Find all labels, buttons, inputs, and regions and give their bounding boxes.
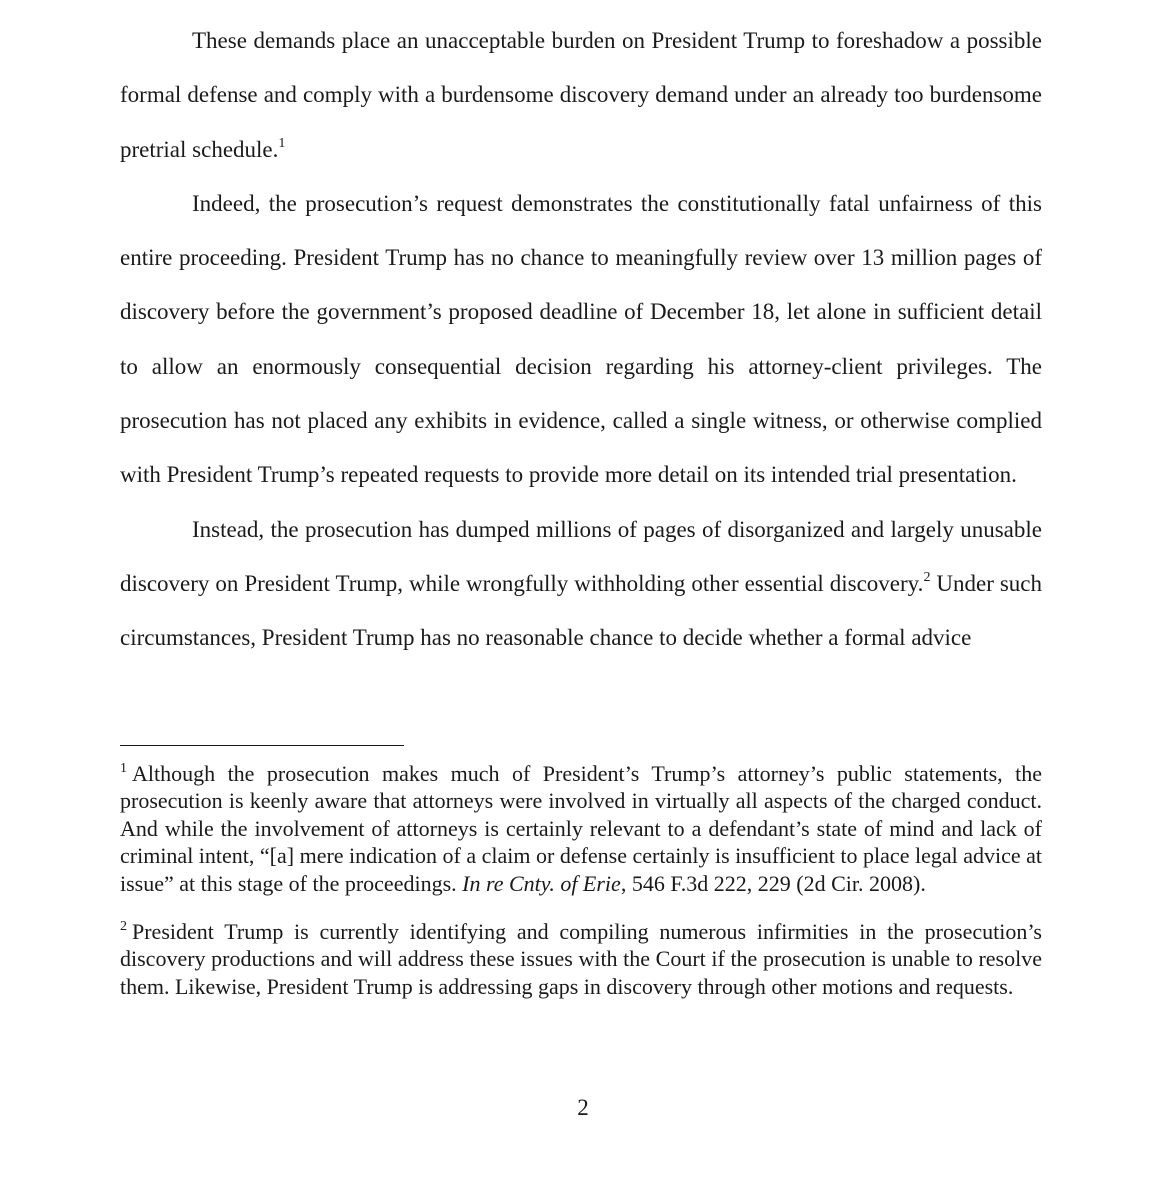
footnote-1-citation: In re Cnty. of Erie (462, 870, 621, 896)
footnote-reference-2[interactable]: 2 (923, 569, 931, 585)
paragraph-3-text: Instead, the prosecution has dumped millions of pages of disorganized and largely unusable discovery on President Trump, while wrongfully withholding other essential discovery. (120, 516, 1042, 596)
paragraph-3-text-continued: Under such circumstances, President Trump has no reasonable chance to decide whether a formal advice (120, 570, 1043, 651)
paragraph-2-text: Indeed, the prosecution’s request demonstrates the constitutionally fatal unfairness of this entire proceeding. President Trump has no chance to meaningfully review over 13 million pages of discovery before the government’s proposed deadline of December 18, let alone in sufficient detail to allow an enormously consequential decision regarding his attorney-client privileges. The prosecution has not placed any exhibits in evidence, called a single witness, or otherwise complied with President Trump’s repeated requests to provide more detail on its intended trial presentation. (120, 190, 1042, 488)
footnote-separator (120, 745, 404, 746)
footnote-1-text: Although the prosecution makes much of President’s Trump’s attorney’s public statements, the prosecution is keenly aware that attorneys were involved in virtually all aspects of the charged conduct. And while the involvement of attorneys is certainly relevant to a defendant’s state of mind and lack of criminal intent, “[a] mere indication of a claim or defense certainly is insufficient to place legal advice at issue” at this stage of the proceedings. (120, 761, 1042, 896)
paragraph-1-text: These demands place an unacceptable burden on President Trump to foreshadow a possible formal defense and comply with a burdensome discovery demand under an already too burdensome pretrial schedule. (120, 28, 1042, 162)
paragraph-2 (120, 177, 1042, 503)
paragraph-1 (120, 14, 1042, 177)
footnote-2-mark: 2 (120, 919, 127, 935)
footnote-2 (120, 918, 1042, 1000)
footnote-2-text: President Trump is currently identifying and compiling numerous infirmities in the prosecution’s discovery productions and will address these issues with the Court if the prosecution is unable to resolve them. Likewise, President Trump is addressing gaps in discovery through other motions and requests. (120, 919, 1042, 999)
footnote-1-text-continued: , 546 F.3d 222, 229 (2d Cir. 2008). (620, 870, 926, 896)
footnote-1-mark: 1 (120, 761, 127, 776)
footnote-reference-1[interactable]: 1 (278, 135, 286, 151)
body-text (120, 14, 1042, 666)
footnotes (120, 760, 1042, 1000)
paragraph-3 (120, 503, 1042, 666)
page-number: 2 (577, 1095, 589, 1120)
footnote-1 (120, 760, 1042, 897)
